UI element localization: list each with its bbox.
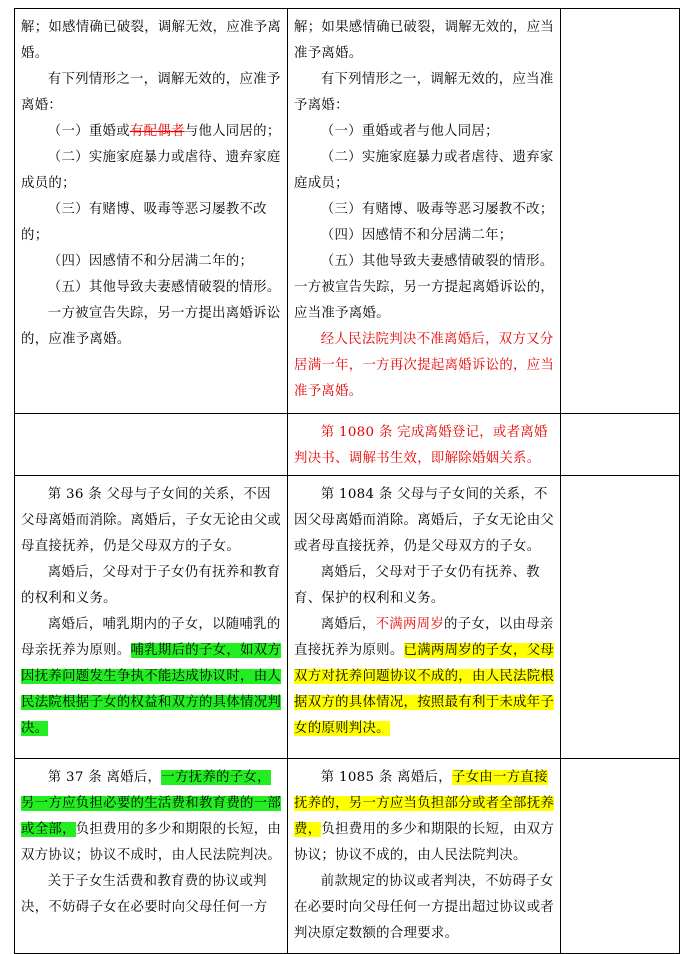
text-span: 负担费用的多少和期限的长短，由双方协议；协议不成时，由人民法院判决。 — [21, 822, 282, 863]
list-item: （一）重婚或者与他人同居； — [320, 124, 499, 139]
list-item: （四）因感情不和分居满二年的； — [47, 254, 254, 269]
article-text: 关于子女生活费和教育费的协议或判决，不妨碍子女在必要时向父母任何一方 — [21, 874, 268, 915]
new-law-cell — [288, 476, 561, 759]
old-law-cell — [15, 9, 288, 414]
text-line: 一方被宣告失踪，另一方提出离婚诉讼的，应准予离婚。 — [21, 306, 281, 347]
added-text: 经人民法院判决不准离婚后，双方又分居满一年，一方再次提起离婚诉讼的，应当准予离婚。 — [294, 332, 555, 399]
table-row — [15, 9, 680, 414]
article-text: 离婚后，父母对于子女仍有抚养、教育、保护的权利和义务。 — [294, 565, 540, 606]
article-text: 前款规定的协议或者判决，不妨碍子女在必要时向父母任何一方提出超过协议或者判决原定数额的合理要求。 — [294, 874, 555, 941]
list-item: （二）实施家庭暴力或虐待、遗弃家庭成员的； — [21, 150, 281, 191]
table-row — [15, 476, 680, 759]
list-item: （三）有赌博、吸毒等恶习屡教不改； — [320, 202, 554, 217]
added-text: 第 1080 条 完成离婚登记，或者离婚判决书、调解书生效，即解除婚姻关系。 — [294, 425, 548, 466]
text-line: 有下列情形之一，调解无效的，应准予离婚： — [21, 72, 281, 113]
text-span: 的子女，以由母亲直接抚养为原则。 — [294, 617, 554, 658]
text-span: 第 37 条 离婚后， — [47, 770, 162, 785]
highlighted-text: 子女由一方直接抚养的，另一方应当负担部分或者全部抚养费， — [294, 770, 555, 837]
article-text — [21, 612, 282, 742]
list-item: （五）其他导致夫妻感情破裂的情形。 — [47, 280, 281, 295]
highlighted-text: 哺乳期后的子女，如双方因抚养问题发生争执不能达成协议时，由人民法院根据子女的权益和双方的具体情况判决。 — [21, 643, 282, 736]
text-line: 解；如果感情确已破裂，调解无效的，应当准予离婚。 — [294, 20, 555, 61]
old-law-cell — [15, 414, 288, 476]
text-span: 负担费用的多少和期限的长短，由双方协议；协议不成的，由人民法院判决。 — [294, 822, 555, 863]
text-span: 与他人同居的； — [184, 124, 281, 139]
new-law-cell — [288, 759, 561, 954]
old-law-cell — [15, 476, 288, 759]
list-item — [21, 119, 282, 145]
note-cell — [561, 476, 680, 759]
text-span: （一）重婚或 — [47, 124, 130, 139]
note-cell — [561, 759, 680, 954]
new-law-cell — [288, 414, 561, 476]
old-law-cell — [15, 759, 288, 954]
note-cell — [561, 9, 680, 414]
table-row — [15, 414, 680, 476]
text-line: 解；如感情确已破裂，调解无效，应准予离婚。 — [21, 20, 282, 61]
highlighted-text: 一方抚养的子女，另一方应负担必要的生活费和教育费的一部或全部， — [21, 770, 282, 837]
deleted-text: 有配偶者 — [129, 124, 185, 139]
article-text: 第 1084 条 父母与子女间的关系，不因父母离婚而消除。离婚后，子女无论由父或者母直接抚养，仍是父母双方的子女。 — [294, 487, 555, 554]
text-span: 离婚后，哺乳期内的子女，以随哺乳的母亲抚养为原则。 — [21, 617, 281, 658]
article-text — [294, 765, 555, 869]
text-span: 离婚后， — [320, 617, 376, 632]
list-item: （二）实施家庭暴力或者虐待、遗弃家庭成员； — [294, 150, 554, 191]
article-text — [294, 612, 555, 742]
highlighted-text: 已满两周岁的子女，父母双方对抚养问题协议不成的，由人民法院根据双方的具体情况，按照最有利于未成年子女的原则判决。 — [294, 643, 555, 736]
new-law-cell — [288, 9, 561, 414]
note-cell — [561, 414, 680, 476]
list-item: （五）其他导致夫妻感情破裂的情形。一方被宣告失踪，另一方提起离婚诉讼的，应当准予离婚。 — [294, 254, 555, 321]
comparison-table — [14, 8, 680, 954]
table-row — [15, 759, 680, 954]
article-text — [21, 765, 282, 869]
changed-text: 不满两周岁 — [375, 617, 445, 632]
text-line: 有下列情形之一，调解无效的，应当准予离婚： — [294, 72, 554, 113]
list-item: （四）因感情不和分居满二年； — [320, 228, 513, 243]
article-text: 离婚后，父母对于子女仍有抚养和教育的权利和义务。 — [21, 565, 281, 606]
list-item: （三）有赌博、吸毒等恶习屡教不改的； — [21, 202, 267, 243]
article-text: 第 36 条 父母与子女间的关系，不因父母离婚而消除。离婚后，子女无论由父或母直接抚养，仍是父母双方的子女。 — [21, 487, 282, 554]
text-span: 第 1085 条 离婚后， — [320, 770, 452, 785]
